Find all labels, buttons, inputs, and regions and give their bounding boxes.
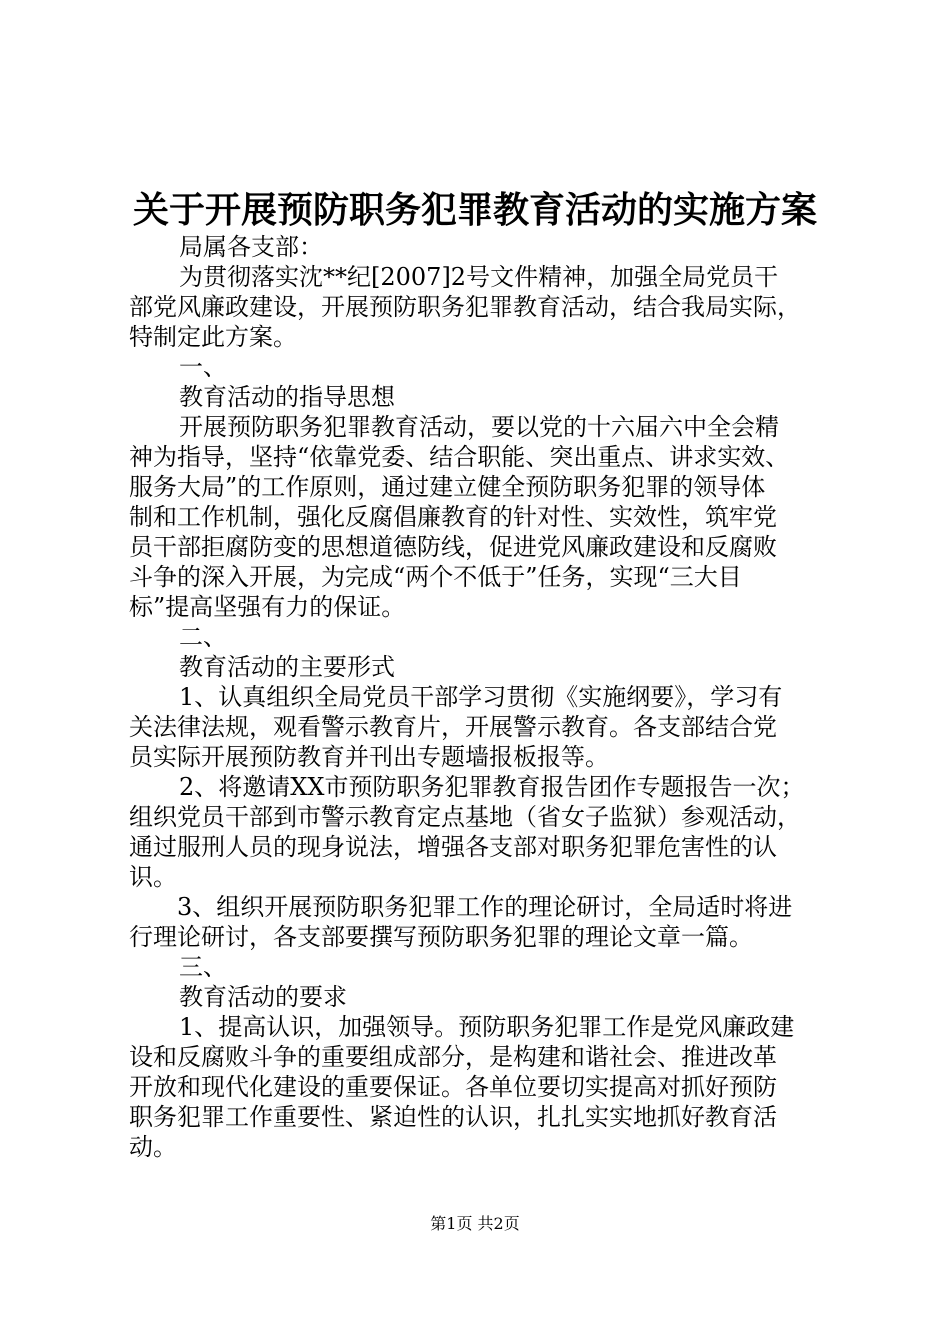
- paragraph-line: 识。: [129, 863, 177, 891]
- list-item: [129, 892, 829, 952]
- section-number: 三、: [179, 953, 227, 981]
- document-title: 关于开展预防职务犯罪教育活动的实施方案: [132, 189, 817, 231]
- salutation: 局属各支部：: [179, 233, 323, 261]
- paragraph-line: 3、组织开展预防职务犯罪工作的理论研讨，全局适时将进: [177, 893, 793, 921]
- section-3: [129, 952, 829, 1162]
- paragraph-line: 设和反腐败斗争的重要组成部分，是构建和谐社会、推进改革: [129, 1043, 777, 1071]
- document-body: [129, 232, 829, 1162]
- section-1: [129, 352, 829, 622]
- paragraph-line: 开放和现代化建设的重要保证。各单位要切实提高对抓好预防: [129, 1073, 777, 1101]
- paragraph-line: 2、将邀请XX市预防职务犯罪教育报告团作专题报告一次；: [179, 773, 805, 801]
- intro-line: 特制定此方案。: [129, 323, 297, 351]
- intro-paragraph: [129, 262, 829, 352]
- list-item: [129, 1012, 829, 1162]
- paragraph-line: 员实际开展预防教育并刊出专题墙报板报等。: [129, 743, 609, 771]
- paragraph-line: 开展预防职务犯罪教育活动，要以党的十六届六中全会精: [179, 413, 779, 441]
- section-number: 一、: [179, 353, 227, 381]
- list-item: [129, 772, 829, 892]
- paragraph-line: 职务犯罪工作重要性、紧迫性的认识，扎扎实实地抓好教育活: [129, 1103, 777, 1131]
- paragraph-line: 组织党员干部到市警示教育定点基地（省女子监狱）参观活动，: [129, 803, 801, 831]
- section-number: 二、: [179, 623, 227, 651]
- section-heading: 教育活动的指导思想: [179, 383, 395, 411]
- section-heading: 教育活动的主要形式: [179, 653, 395, 681]
- section-2: [129, 622, 829, 952]
- section-paragraph: [129, 412, 829, 622]
- paragraph-line: 神为指导，坚持“依靠党委、结合职能、突出重点、讲求实效、: [129, 443, 790, 471]
- paragraph-line: 制和工作机制，强化反腐倡廉教育的针对性、实效性，筑牢党: [129, 503, 777, 531]
- paragraph-line: 1、提高认识，加强领导。预防职务犯罪工作是党风廉政建: [179, 1013, 795, 1041]
- paragraph-line: 行理论研讨，各支部要撰写预防职务犯罪的理论文章一篇。: [129, 923, 753, 951]
- paragraph-line: 关法律法规，观看警示教育片，开展警示教育。各支部结合党: [129, 713, 777, 741]
- paragraph-line: 1、认真组织全局党员干部学习贯彻《实施纲要》，学习有: [179, 683, 783, 711]
- paragraph-line: 通过服刑人员的现身说法，增强各支部对职务犯罪危害性的认: [129, 833, 777, 861]
- paragraph-line: 标”提高坚强有力的保证。: [129, 593, 406, 621]
- list-item: [129, 682, 829, 772]
- intro-line: 部党风廉政建设，开展预防职务犯罪教育活动，结合我局实际，: [129, 293, 801, 321]
- paragraph-line: 服务大局”的工作原则，通过建立健全预防职务犯罪的领导体: [129, 473, 766, 501]
- page-footer: 第1页 共2页: [430, 1214, 520, 1233]
- paragraph-line: 斗争的深入开展，为完成“两个不低于”任务，实现“三大目: [129, 563, 742, 591]
- paragraph-line: 动。: [129, 1133, 177, 1161]
- paragraph-line: 员干部拒腐防变的思想道德防线，促进党风廉政建设和反腐败: [129, 533, 777, 561]
- section-heading: 教育活动的要求: [179, 983, 347, 1011]
- intro-line: 为贯彻落实沈**纪[2007]2号文件精神，加强全局党员干: [179, 263, 779, 291]
